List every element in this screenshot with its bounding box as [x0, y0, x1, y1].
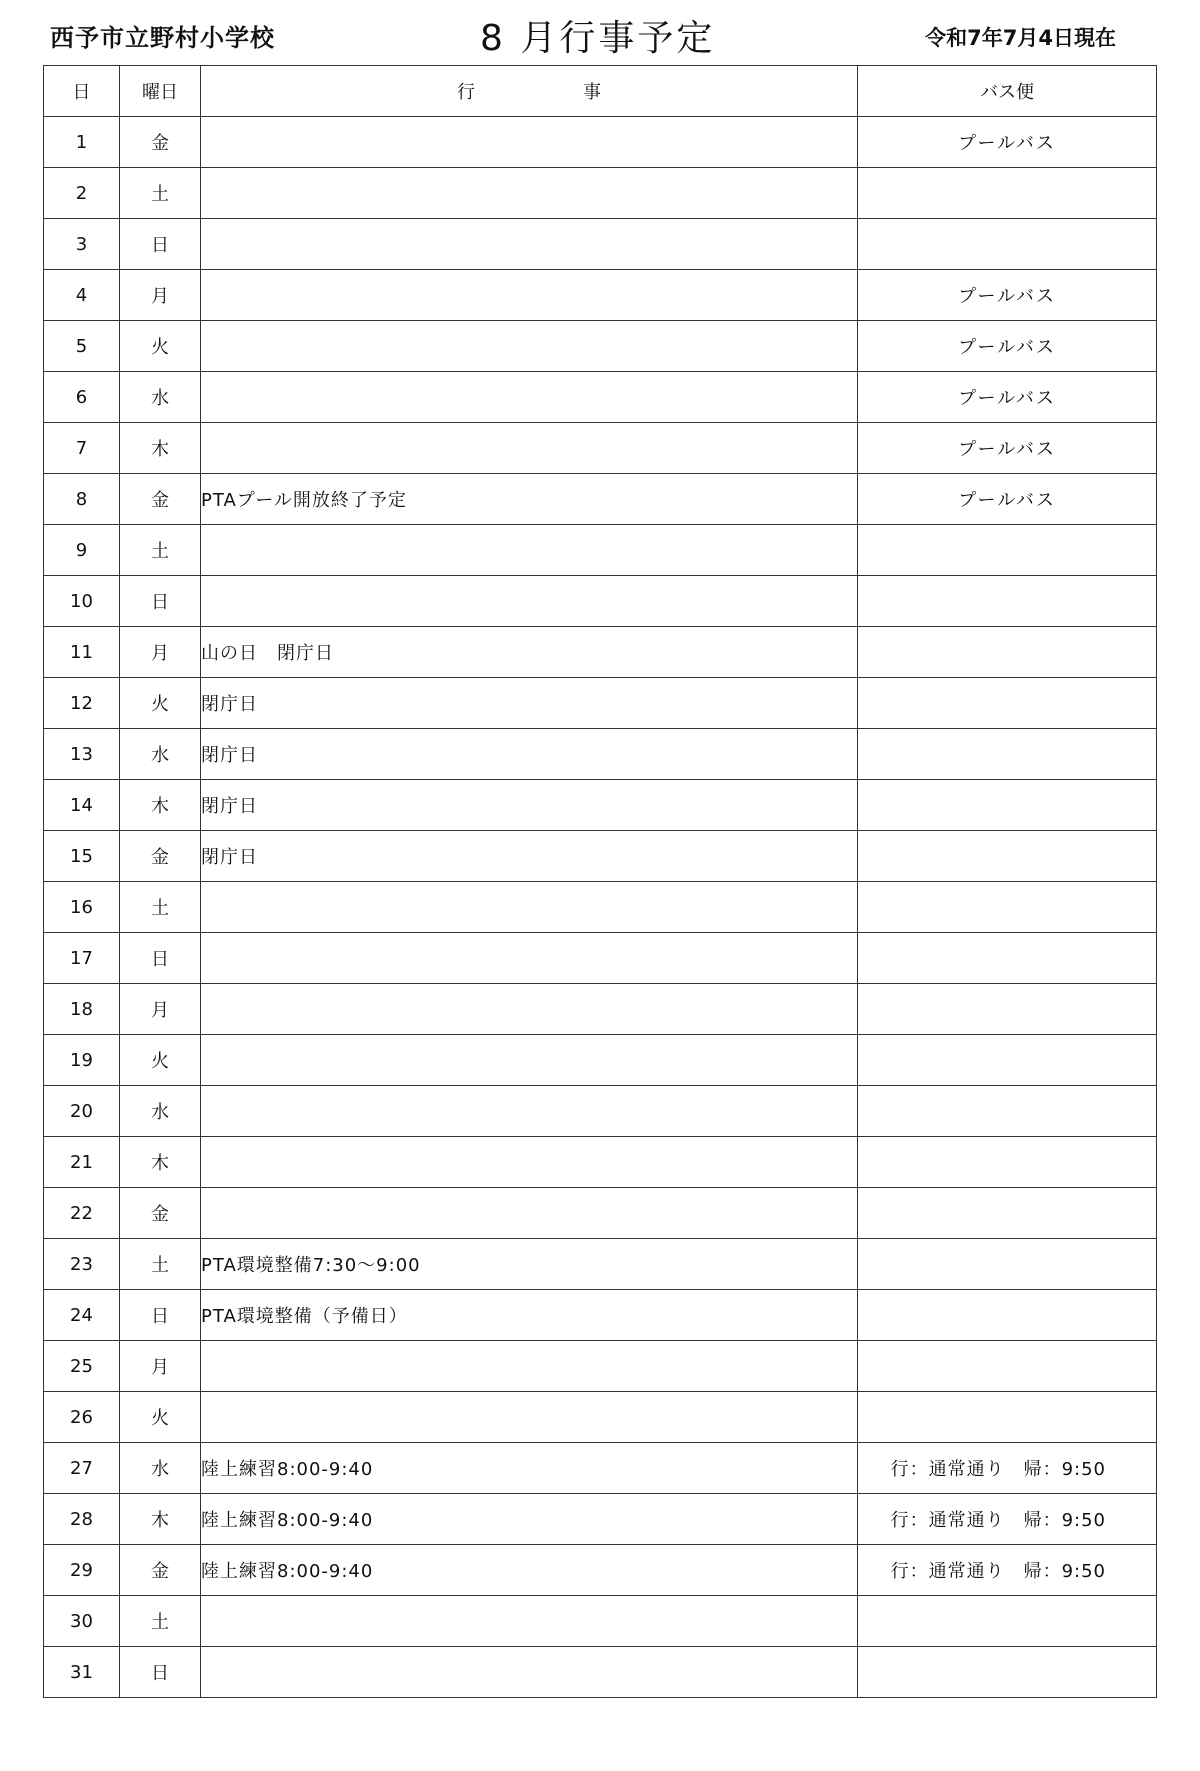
table-row	[44, 1647, 1157, 1698]
bus-cell: プールバス	[858, 372, 1157, 423]
schedule-table	[43, 65, 1157, 1698]
weekday-cell: 木	[120, 780, 201, 831]
weekday-cell: 月	[120, 627, 201, 678]
event-cell: 閉庁日	[201, 729, 858, 780]
bus-cell	[858, 933, 1157, 984]
weekday-cell: 日	[120, 219, 201, 270]
table-row	[44, 933, 1157, 984]
weekday-cell: 火	[120, 1035, 201, 1086]
document-header	[0, 0, 1200, 66]
table-row	[44, 270, 1157, 321]
event-cell: 山の日 閉庁日	[201, 627, 858, 678]
bus-cell	[858, 1341, 1157, 1392]
weekday-cell: 火	[120, 321, 201, 372]
table-row	[44, 1596, 1157, 1647]
table-row	[44, 1443, 1157, 1494]
event-cell: 閉庁日	[201, 678, 858, 729]
weekday-cell: 金	[120, 831, 201, 882]
day-cell: 24	[44, 1290, 120, 1341]
bus-cell	[858, 1392, 1157, 1443]
day-cell: 14	[44, 780, 120, 831]
weekday-cell: 日	[120, 933, 201, 984]
weekday-cell: 土	[120, 168, 201, 219]
bus-cell: プールバス	[858, 270, 1157, 321]
table-row	[44, 1545, 1157, 1596]
page-title: 8 月行事予定	[480, 18, 716, 59]
school-name: 西予市立野村小学校	[50, 24, 275, 52]
day-cell: 3	[44, 219, 120, 270]
event-cell: 陸上練習8:00-9:40	[201, 1545, 858, 1596]
column-header-day: 日	[44, 66, 120, 117]
event-cell: 閉庁日	[201, 780, 858, 831]
weekday-cell: 水	[120, 1086, 201, 1137]
day-cell: 5	[44, 321, 120, 372]
weekday-cell: 木	[120, 1494, 201, 1545]
day-cell: 6	[44, 372, 120, 423]
event-cell	[201, 576, 858, 627]
event-cell	[201, 525, 858, 576]
weekday-cell: 金	[120, 1545, 201, 1596]
table-row	[44, 678, 1157, 729]
day-cell: 13	[44, 729, 120, 780]
weekday-cell: 月	[120, 984, 201, 1035]
day-cell: 11	[44, 627, 120, 678]
day-cell: 27	[44, 1443, 120, 1494]
table-row	[44, 219, 1157, 270]
table-row	[44, 423, 1157, 474]
event-cell	[201, 1647, 858, 1698]
column-header-event: 行 事	[201, 66, 858, 117]
bus-cell: 行：通常通り 帰：9:50	[858, 1494, 1157, 1545]
weekday-cell: 土	[120, 1596, 201, 1647]
event-cell	[201, 1596, 858, 1647]
event-cell	[201, 423, 858, 474]
header-row	[44, 66, 1157, 117]
bus-cell	[858, 1290, 1157, 1341]
weekday-cell: 水	[120, 372, 201, 423]
table-row	[44, 117, 1157, 168]
bus-cell	[858, 1086, 1157, 1137]
bus-cell	[858, 627, 1157, 678]
event-cell	[201, 1341, 858, 1392]
bus-cell: 行：通常通り 帰：9:50	[858, 1545, 1157, 1596]
event-cell	[201, 270, 858, 321]
bus-cell	[858, 576, 1157, 627]
weekday-cell: 日	[120, 1647, 201, 1698]
table-row	[44, 474, 1157, 525]
weekday-cell: 火	[120, 1392, 201, 1443]
column-header-bus: バス便	[858, 66, 1157, 117]
bus-cell: プールバス	[858, 474, 1157, 525]
weekday-cell: 水	[120, 1443, 201, 1494]
table-row	[44, 627, 1157, 678]
day-cell: 19	[44, 1035, 120, 1086]
schedule-body	[44, 117, 1157, 1698]
weekday-cell: 火	[120, 678, 201, 729]
table-row	[44, 1494, 1157, 1545]
bus-cell	[858, 525, 1157, 576]
weekday-cell: 土	[120, 1239, 201, 1290]
day-cell: 26	[44, 1392, 120, 1443]
bus-cell	[858, 1035, 1157, 1086]
event-cell	[201, 372, 858, 423]
event-cell: 閉庁日	[201, 831, 858, 882]
day-cell: 15	[44, 831, 120, 882]
table-row	[44, 729, 1157, 780]
day-cell: 9	[44, 525, 120, 576]
table-row	[44, 321, 1157, 372]
event-cell	[201, 1137, 858, 1188]
weekday-cell: 月	[120, 270, 201, 321]
day-cell: 30	[44, 1596, 120, 1647]
day-cell: 7	[44, 423, 120, 474]
day-cell: 29	[44, 1545, 120, 1596]
weekday-cell: 金	[120, 1188, 201, 1239]
day-cell: 31	[44, 1647, 120, 1698]
day-cell: 28	[44, 1494, 120, 1545]
column-header-weekday: 曜日	[120, 66, 201, 117]
table-row	[44, 1239, 1157, 1290]
bus-cell	[858, 984, 1157, 1035]
bus-cell	[858, 1239, 1157, 1290]
bus-cell: 行：通常通り 帰：9:50	[858, 1443, 1157, 1494]
bus-cell: プールバス	[858, 423, 1157, 474]
table-row	[44, 1188, 1157, 1239]
as-of-date: 令和7年7月4日現在	[925, 26, 1116, 50]
event-cell	[201, 1035, 858, 1086]
event-cell	[201, 1188, 858, 1239]
day-cell: 10	[44, 576, 120, 627]
event-cell	[201, 984, 858, 1035]
day-cell: 2	[44, 168, 120, 219]
bus-cell	[858, 729, 1157, 780]
bus-cell	[858, 882, 1157, 933]
bus-cell	[858, 168, 1157, 219]
day-cell: 12	[44, 678, 120, 729]
day-cell: 20	[44, 1086, 120, 1137]
event-cell	[201, 168, 858, 219]
event-cell	[201, 1392, 858, 1443]
weekday-cell: 土	[120, 882, 201, 933]
event-cell	[201, 219, 858, 270]
table-row	[44, 1035, 1157, 1086]
table-row	[44, 1086, 1157, 1137]
table-row	[44, 1137, 1157, 1188]
weekday-cell: 月	[120, 1341, 201, 1392]
weekday-cell: 木	[120, 423, 201, 474]
weekday-cell: 木	[120, 1137, 201, 1188]
weekday-cell: 金	[120, 117, 201, 168]
event-cell: 陸上練習8:00-9:40	[201, 1443, 858, 1494]
table-row	[44, 984, 1157, 1035]
event-cell	[201, 321, 858, 372]
weekday-cell: 水	[120, 729, 201, 780]
event-cell: PTA環境整備7:30～9:00	[201, 1239, 858, 1290]
day-cell: 17	[44, 933, 120, 984]
weekday-cell: 土	[120, 525, 201, 576]
table-row	[44, 831, 1157, 882]
event-cell	[201, 882, 858, 933]
day-cell: 25	[44, 1341, 120, 1392]
event-cell	[201, 117, 858, 168]
bus-cell	[858, 1596, 1157, 1647]
bus-cell	[858, 780, 1157, 831]
day-cell: 4	[44, 270, 120, 321]
day-cell: 16	[44, 882, 120, 933]
day-cell: 22	[44, 1188, 120, 1239]
table-row	[44, 1290, 1157, 1341]
bus-cell: プールバス	[858, 117, 1157, 168]
day-cell: 21	[44, 1137, 120, 1188]
day-cell: 23	[44, 1239, 120, 1290]
table-row	[44, 780, 1157, 831]
bus-cell	[858, 219, 1157, 270]
event-cell	[201, 933, 858, 984]
bus-cell: プールバス	[858, 321, 1157, 372]
bus-cell	[858, 1647, 1157, 1698]
table-row	[44, 882, 1157, 933]
day-cell: 1	[44, 117, 120, 168]
table-row	[44, 372, 1157, 423]
day-cell: 8	[44, 474, 120, 525]
bus-cell	[858, 1137, 1157, 1188]
bus-cell	[858, 831, 1157, 882]
table-row	[44, 1392, 1157, 1443]
event-cell: PTA環境整備（予備日）	[201, 1290, 858, 1341]
table-row	[44, 168, 1157, 219]
table-row	[44, 1341, 1157, 1392]
day-cell: 18	[44, 984, 120, 1035]
weekday-cell: 日	[120, 576, 201, 627]
event-cell	[201, 1086, 858, 1137]
weekday-cell: 日	[120, 1290, 201, 1341]
event-cell: PTAプール開放終了予定	[201, 474, 858, 525]
weekday-cell: 金	[120, 474, 201, 525]
bus-cell	[858, 678, 1157, 729]
table-row	[44, 525, 1157, 576]
event-cell: 陸上練習8:00-9:40	[201, 1494, 858, 1545]
table-row	[44, 576, 1157, 627]
bus-cell	[858, 1188, 1157, 1239]
